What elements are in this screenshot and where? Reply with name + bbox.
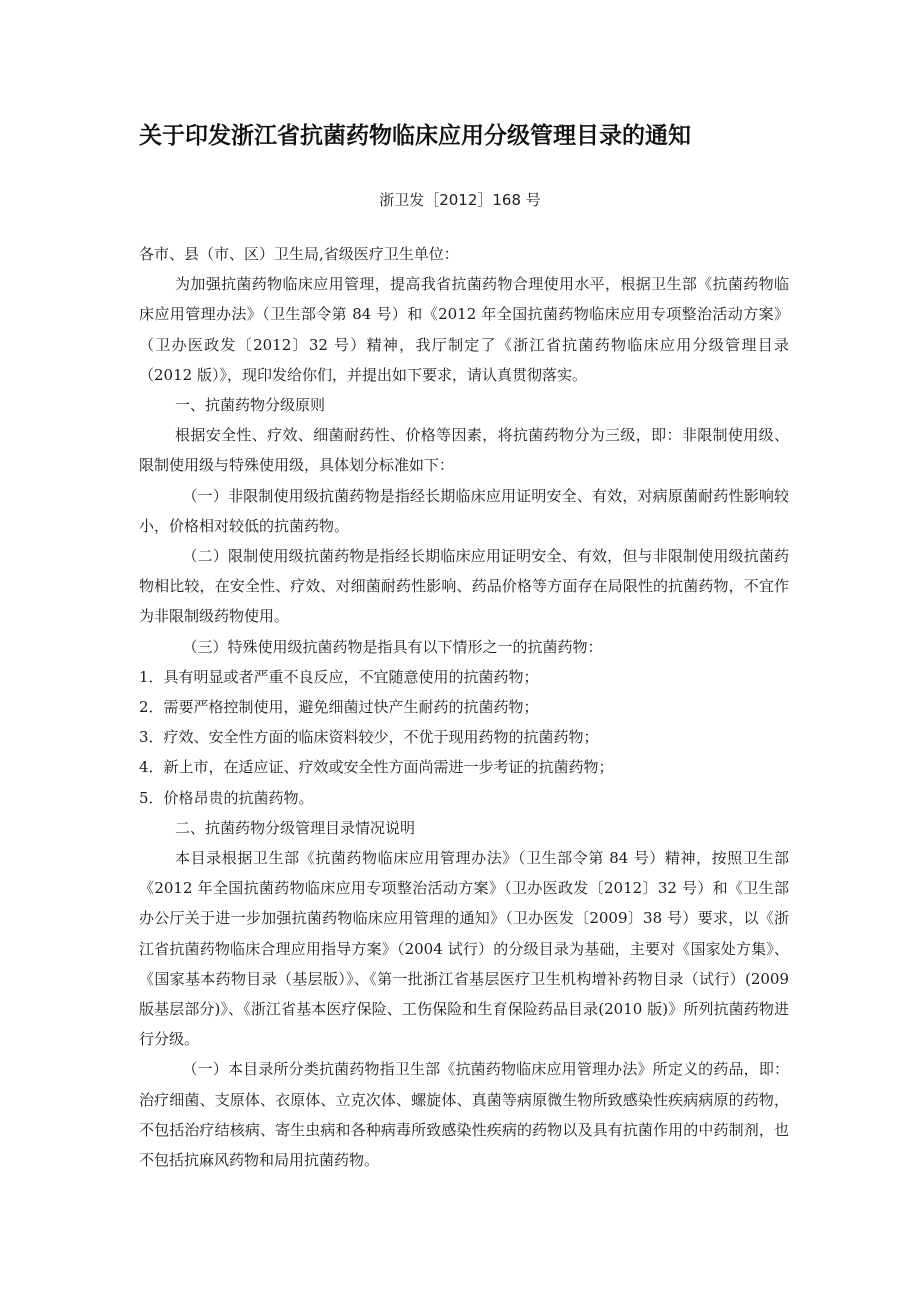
section-heading-2: 二、抗菌药物分级管理目录情况说明 — [175, 818, 416, 837]
subsection-3-paragraph: （三）特殊使用级抗菌药物是指具有以下情形之一的抗菌药物： — [182, 637, 603, 656]
intro-paragraph: 为加强抗菌药物临床应用管理，提高我省抗菌药物合理使用水平，根据卫生部《抗菌药物临床应用管理办法》（卫生部令第 84 号）和《2012 年全国抗菌药物临床应用专项整治活动方案》（卫办医政发〔2012〕32 号）精神，我厅制定了《浙江省抗菌药物临床应用分级管理目录（2012 版）》，现印发给你们，并提出如下要求，请认真贯彻落实。 — [139, 275, 789, 384]
subsection-4-paragraph: （一）本目录所分类抗菌药物指卫生部《抗菌药物临床应用管理办法》所定义的药品，即：治疗细菌、支原体、衣原体、立克次体、螺旋体、真菌等病原微生物所致感染性疾病病原的药物，不包括治疗结核病、寄生虫病和各种病毒所致感染性疾病的药物以及具有抗菌作用的中药制剂，也不包括抗麻风药物和局用抗菌药物。 — [139, 1060, 789, 1170]
subsection-2-paragraph: （二）限制使用级抗菌药物是指经长期临床应用证明安全、有效，但与非限制使用级抗菌药物相比较，在安全性、疗效、对细菌耐药性影响、药品价格等方面存在局限性的抗菌药物，不宜作为非限制级药物使用。 — [139, 547, 789, 626]
list-item: 1．具有明显或者严重不良反应，不宜随意使用的抗菌药物； — [139, 667, 539, 686]
document-body — [139, 239, 789, 1175]
document-number: 浙卫发［2012］168 号 — [379, 191, 541, 209]
document-title: 关于印发浙江省抗菌药物临床应用分级管理目录的通知 — [139, 123, 691, 149]
section-1-paragraph: 根据安全性、疗效、细菌耐药性、价格等因素，将抗菌药物分为三级，即：非限制使用级、限制使用级与特殊使用级，具体划分标准如下： — [139, 426, 789, 475]
list-item: 4．新上市，在适应证、疗效或安全性方面尚需进一步考证的抗菌药物； — [139, 758, 614, 777]
salutation: 各市、县（市、区）卫生局,省级医疗卫生单位： — [139, 245, 459, 263]
section-heading-1: 一、抗菌药物分级原则 — [175, 396, 326, 415]
list-item: 5．价格昂贵的抗菌药物。 — [139, 788, 314, 807]
list-item: 2．需要严格控制使用，避免细菌过快产生耐药的抗菌药物； — [139, 698, 539, 717]
list-item: 3．疗效、安全性方面的临床资料较少，不优于现用药物的抗菌药物； — [139, 728, 599, 747]
section-2-paragraph: 本目录根据卫生部《抗菌药物临床应用管理办法》（卫生部令第 84 号）精神，按照卫生部《2012 年全国抗菌药物临床应用专项整治活动方案》（卫办医政发〔2012〕32 号）和《卫生部办公厅关于进一步加强抗菌药物临床应用管理的通知》（卫办医发〔2009〕38 号）要求，以《浙江省抗菌药物临床合理应用指导方案》（2004 试行）的分级目录为基础，主要对《国家处方集》、《国家基本药物目录（基层版）》、《第一批浙江省基层医疗卫生机构增补药物目录（试行）(2009 版基层部分)》、《浙江省基本医疗保险、工伤保险和生育保险药品目录(2010 版)》所列抗菌药物进行分级。 — [139, 849, 789, 1049]
subsection-1-paragraph: （一）非限制使用级抗菌药物是指经长期临床应用证明安全、有效，对病原菌耐药性影响较小，价格相对较低的抗菌药物。 — [139, 486, 789, 535]
